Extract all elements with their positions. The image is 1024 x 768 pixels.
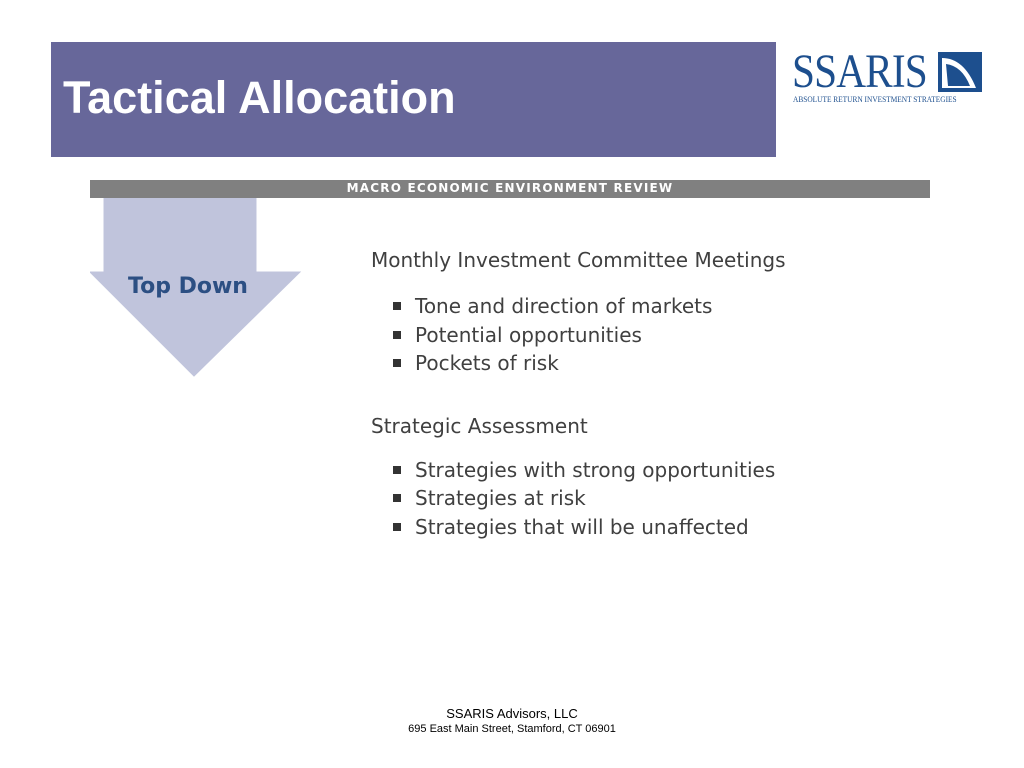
footer [0, 706, 1024, 736]
list-item [371, 321, 931, 350]
sail-icon [938, 52, 982, 92]
group-heading: Monthly Investment Committee Meetings [371, 248, 786, 272]
slide-title: Tactical Allocation [63, 72, 456, 123]
footer-address: 695 East Main Street, Stamford, CT 06901 [408, 723, 616, 735]
group-heading: Strategic Assessment [371, 413, 588, 438]
bullet-square-icon [393, 359, 401, 367]
bullet-list [371, 456, 931, 542]
list-item-text: Strategies at risk [415, 486, 586, 510]
list-item [371, 292, 931, 321]
logo-wordmark: SSARIS [792, 45, 927, 98]
list-item-text: Strategies that will be unaffected [415, 514, 749, 539]
list-item [371, 513, 931, 542]
list-item-text: Pockets of risk [415, 351, 559, 375]
content-area [371, 246, 931, 541]
footer-company: SSARIS Advisors, LLC [446, 706, 578, 721]
bullet-square-icon [393, 466, 401, 474]
bullet-square-icon [393, 494, 401, 502]
list-item-text: Potential opportunities [415, 322, 642, 347]
ssaris-logo [792, 45, 984, 110]
bullet-list [371, 292, 931, 378]
arrow-label: Top Down [128, 274, 248, 299]
bullet-square-icon [393, 523, 401, 531]
list-item-text: Strategies with strong opportunities [415, 457, 776, 482]
section-header-bar [90, 180, 930, 198]
list-item [371, 484, 931, 513]
bullet-square-icon [393, 331, 401, 339]
title-bar [51, 42, 776, 157]
logo-tagline: ABSOLUTE RETURN INVESTMENT STRATEGIES [793, 95, 957, 104]
list-item [371, 456, 931, 485]
list-item [371, 349, 931, 378]
bullet-square-icon [393, 302, 401, 310]
section-header: MACRO ECONOMIC ENVIRONMENT REVIEW [346, 181, 674, 195]
list-item-text: Tone and direction of markets [415, 294, 713, 318]
